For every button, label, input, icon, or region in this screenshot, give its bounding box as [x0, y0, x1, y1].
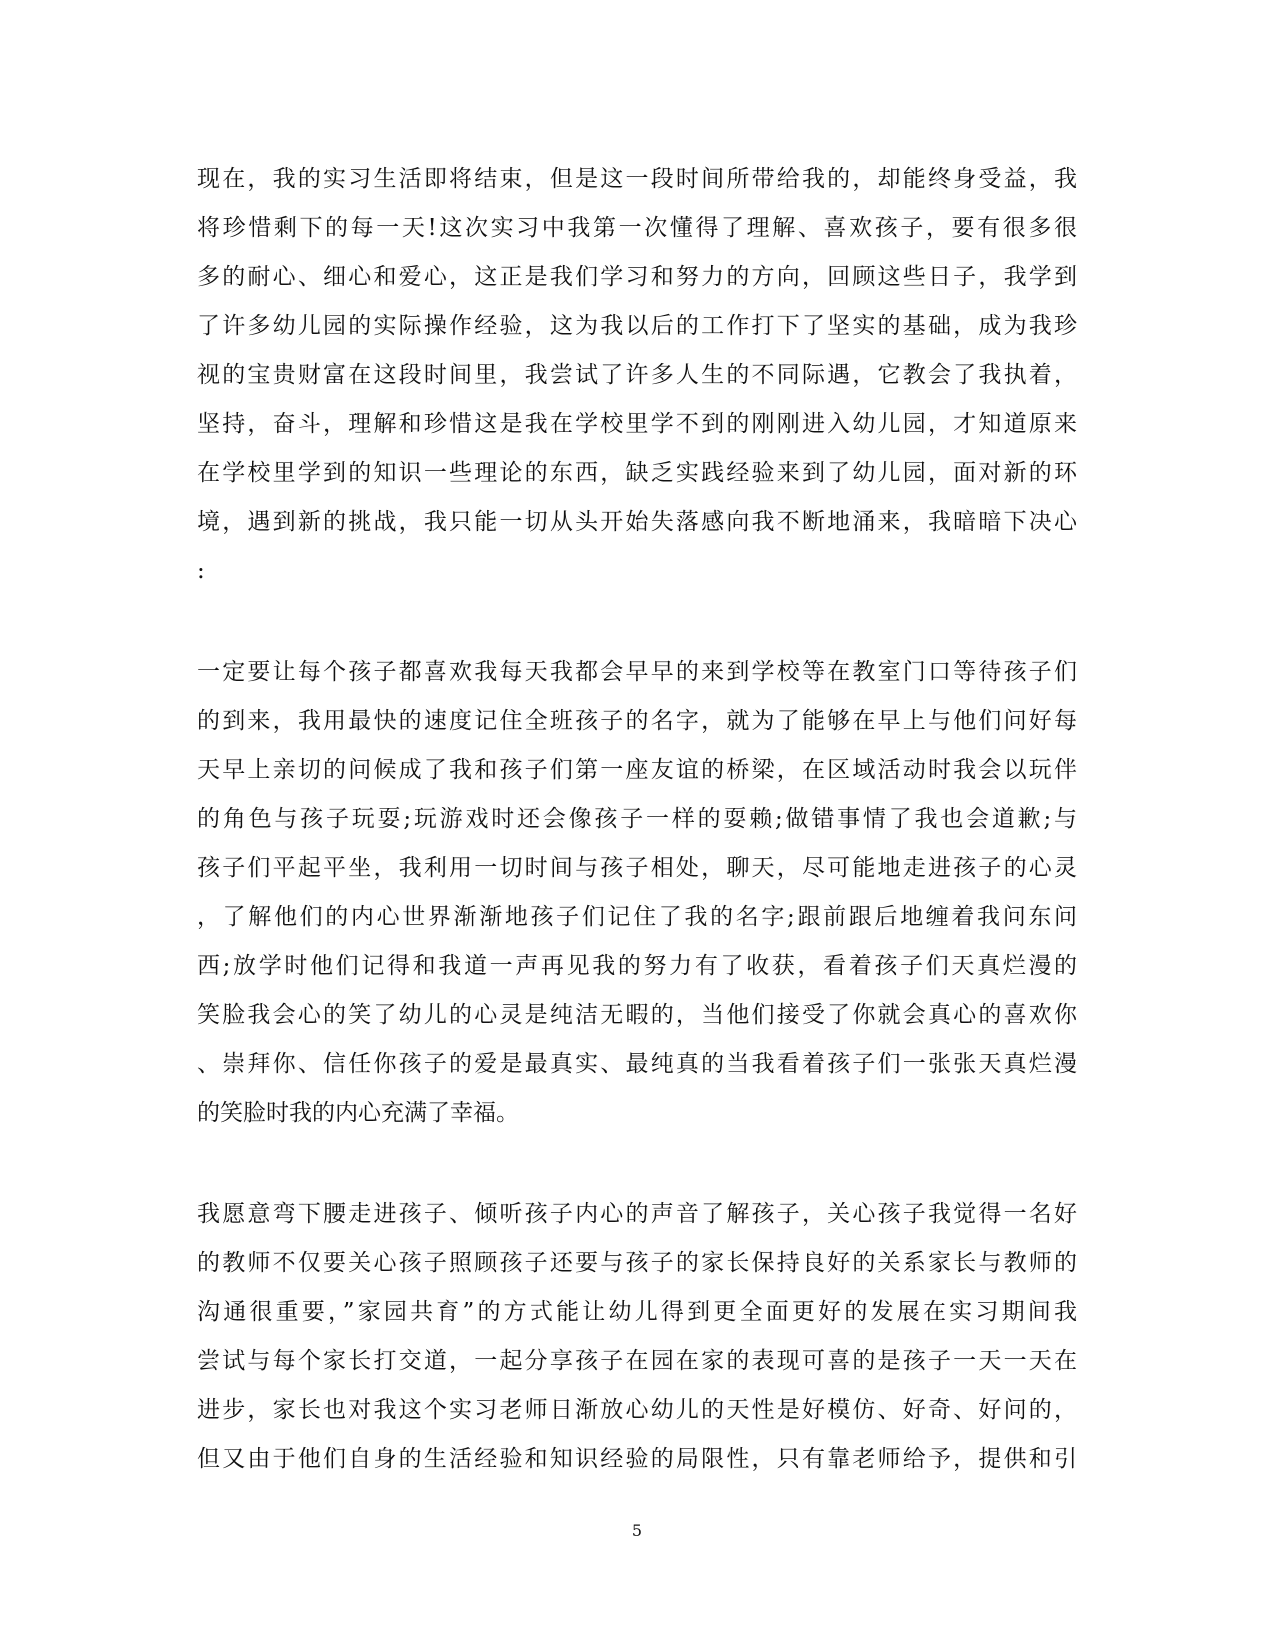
text-line: 笑脸我会心的笑了幼儿的心灵是纯洁无暇的，当他们接受了你就会真心的喜欢你: [197, 1002, 1077, 1028]
text-line: ，了解他们的内心世界渐渐地孩子们记住了我的名字;跟前跟后地缠着我问东问: [197, 904, 1077, 930]
text-line: 的教师不仅要关心孩子照顾孩子还要与孩子的家长保持良好的关系家长与教师的: [197, 1250, 1077, 1276]
text-line: 的角色与孩子玩耍;玩游戏时还会像孩子一样的耍赖;做错事情了我也会道歉;与: [197, 806, 1077, 832]
text-line: 境，遇到新的挑战，我只能一切从头开始失落感向我不断地涌来，我暗暗下决心: [197, 509, 1077, 535]
text-line: 视的宝贵财富在这段时间里，我尝试了许多人生的不同际遇，它教会了我执着，: [197, 362, 1077, 388]
text-line: 一定要让每个孩子都喜欢我每天我都会早早的来到学校等在教室门口等待孩子们: [197, 659, 1077, 685]
text-line: 现在，我的实习生活即将结束，但是这一段时间所带给我的，却能终身受益，我: [197, 166, 1077, 192]
text-line: 但又由于他们自身的生活经验和知识经验的局限性，只有靠老师给予，提供和引: [197, 1446, 1077, 1472]
paragraph-2: [197, 648, 1077, 1138]
text-line: 尝试与每个家长打交道，一起分享孩子在园在家的表现可喜的是孩子一天一天在: [197, 1348, 1077, 1374]
text-line: 的笑脸时我的内心充满了幸福。: [197, 1100, 519, 1126]
text-line: 我愿意弯下腰走进孩子、倾听孩子内心的声音了解孩子，关心孩子我觉得一名好: [197, 1201, 1077, 1227]
paragraph-1: [197, 155, 1077, 596]
text-line: 了许多幼儿园的实际操作经验，这为我以后的工作打下了坚实的基础，成为我珍: [197, 313, 1077, 339]
body-text: [197, 155, 1077, 1536]
text-line: 西;放学时他们记得和我道一声再见我的努力有了收获，看着孩子们天真烂漫的: [197, 953, 1077, 979]
text-line: 进步，家长也对我这个实习老师日渐放心幼儿的天性是好模仿、好奇、好问的，: [197, 1397, 1077, 1423]
text-line: 孩子们平起平坐，我利用一切时间与孩子相处，聊天，尽可能地走进孩子的心灵: [197, 855, 1077, 881]
text-line: 多的耐心、细心和爱心，这正是我们学习和努力的方向，回顾这些日子，我学到: [197, 264, 1077, 290]
text-line: 沟通很重要，”家园共育”的方式能让幼儿得到更全面更好的发展在实习期间我: [197, 1299, 1077, 1325]
text-line: :: [197, 558, 205, 584]
text-line: 坚持，奋斗，理解和珍惜这是我在学校里学不到的刚刚进入幼儿园，才知道原来: [197, 411, 1077, 437]
paragraph-3: [197, 1190, 1077, 1484]
text-line: 天早上亲切的问候成了我和孩子们第一座友谊的桥梁，在区域活动时我会以玩伴: [197, 757, 1077, 783]
text-line: 在学校里学到的知识一些理论的东西，缺乏实践经验来到了幼儿园，面对新的环: [197, 460, 1077, 486]
text-line: 、崇拜你、信任你孩子的爱是最真实、最纯真的当我看着孩子们一张张天真烂漫: [197, 1051, 1077, 1077]
text-line: 将珍惜剩下的每一天!这次实习中我第一次懂得了理解、喜欢孩子，要有很多很: [197, 215, 1077, 241]
page-number: 5: [631, 1521, 643, 1540]
text-line: 的到来，我用最快的速度记住全班孩子的名字，就为了能够在早上与他们问好每: [197, 708, 1077, 734]
